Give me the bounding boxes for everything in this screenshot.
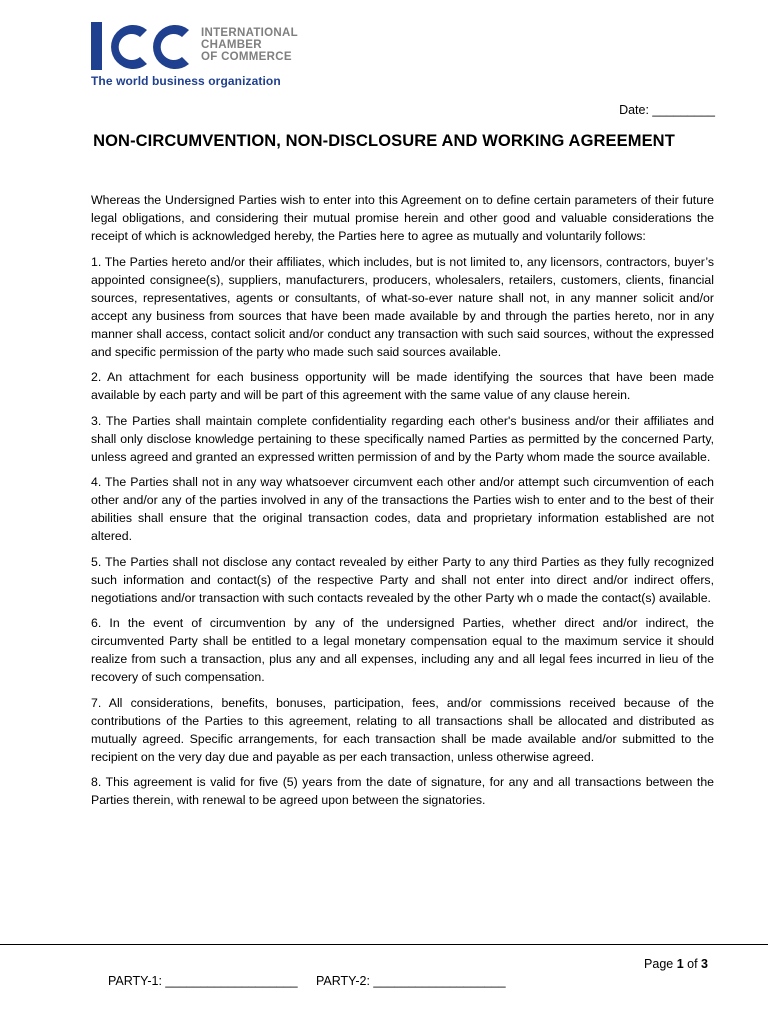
page-number xyxy=(644,957,708,971)
page-total: 3 xyxy=(701,957,708,971)
party-1-signature-line: PARTY-1: ___________________ xyxy=(108,974,298,988)
logo-line-1: INTERNATIONAL xyxy=(201,27,298,39)
icc-logo xyxy=(91,20,321,90)
logo-tagline: The world business organization xyxy=(91,74,281,88)
page-current: 1 xyxy=(676,957,684,971)
clause-3: 3. The Parties shall maintain complete confidentiality regarding each other's business and/or their affiliates and shall only disclose knowledge pertaining to these specifically named Parties as permitted by the concerned Party, unless agreed and granted an expressed written permission of and by the Party whom made the source available. xyxy=(91,413,714,464)
clause-1: 1. The Parties hereto and/or their affiliates, which includes, but is not limited to, any licensors, contractors, buyer’s appointed consignee(s), suppliers, manufacturers, producers, wholesalers, retailers, customers, clients, financial sources, representatives, agents or consultants, of what-so-ever nature shall not, in any manner solicit and/or accept any business from sources that have been made available by and through the parties hereto, nor in any manner shall access, contact solicit and/or conduct any transaction with such said sources, without the expressed and specific permission of the party who made such said sources available. xyxy=(91,254,714,359)
preamble-paragraph: Whereas the Undersigned Parties wish to enter into this Agreement on to define certain parameters of their future legal obligations, and considering their mutual promise herein and other good and valuable considerations the receipt of which is acknowledged hereby, the Parties here to agree as mutually and voluntarily follows: xyxy=(91,193,714,243)
logo-line-2: CHAMBER xyxy=(201,39,262,51)
page-of: of xyxy=(683,957,702,971)
clause-6: 6. In the event of circumvention by any of the undersigned Parties, whether direct and/or indirect, the circumvented Party shall be entitled to a legal monetary compensation equal to the maximum service it should realize from such a transaction, plus any and all expenses, including any and all legal fees incurred in lieu of the recovery of such compensation. xyxy=(91,616,714,684)
logo-line-3: OF COMMERCE xyxy=(201,51,292,63)
icc-logo-mark-icon xyxy=(91,20,191,72)
document-title: NON-CIRCUMVENTION, NON-DISCLOSURE AND WORKING AGREEMENT xyxy=(93,132,675,150)
agreement-body xyxy=(91,191,714,817)
clause-5: 5. The Parties shall not disclose any contact revealed by either Party to any third Parties as they fully recognized such information and contact(s) of the respective Party and shall not enter into direct and/or indirect offers, negotiations and/or transaction with such contacts revealed by the other Party wh o made the contact(s) available. xyxy=(91,554,714,605)
clause-7: 7. All considerations, benefits, bonuses, participation, fees, and/or commissions received because of the contributions of the Parties to this agreement, relating to all transactions shall be allocated and distributed as mutually agreed. Specific arrangements, for each transaction shall be made available and/or submitted to the recipient on the very day due and payable as per each transaction, unless otherwise agreed. xyxy=(91,695,714,764)
date-field: Date: _________ xyxy=(619,103,715,117)
clause-8: 8. This agreement is valid for five (5) years from the date of signature, for any and all transactions between the Parties therein, with renewal to be agreed upon between the signatories. xyxy=(91,775,714,807)
page-prefix: Page xyxy=(644,957,677,971)
party-2-signature-line: PARTY-2: ___________________ xyxy=(316,974,506,988)
clause-4: 4. The Parties shall not in any way whatsoever circumvent each other and/or attempt such circumvention of each other and/or any of the parties involved in any of the transactions the Parties wish to enter and to the best of their abilities shall ensure that the original transaction codes, data and proprietary information established are not altered. xyxy=(91,475,714,543)
clause-2: 2. An attachment for each business opportunity will be made identifying the sources that have been made available by each party and will be part of this agreement with the same value of any clause herein. xyxy=(91,370,714,402)
footer-divider xyxy=(0,944,768,945)
